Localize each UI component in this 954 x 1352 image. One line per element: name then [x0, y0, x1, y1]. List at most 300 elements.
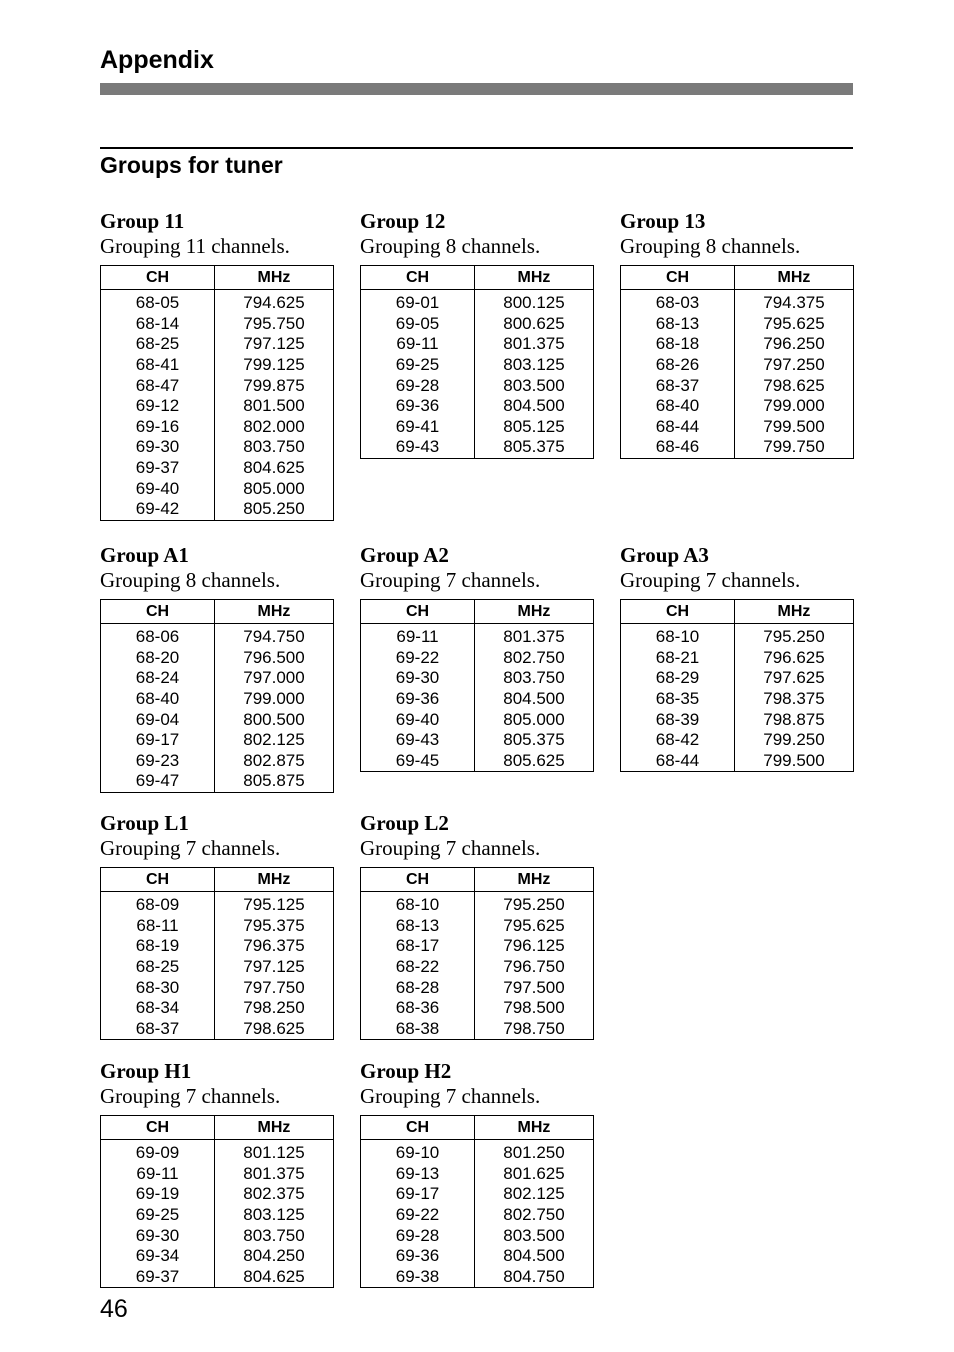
channel-cell: 68-25 — [101, 957, 215, 978]
table-row — [101, 1019, 334, 1040]
channel-cell: 69-36 — [361, 1246, 475, 1267]
channel-cell: 69-05 — [361, 314, 475, 335]
table-header-row — [621, 600, 854, 624]
table-row — [361, 730, 594, 751]
table-row — [621, 355, 854, 376]
table-row — [361, 624, 594, 648]
frequency-cell: 801.625 — [503, 1163, 565, 1183]
frequency-cell: 798.500 — [503, 998, 565, 1018]
frequency-cell: 794.625 — [243, 293, 305, 313]
column-header-ch: CH — [101, 600, 215, 624]
column-header-ch: CH — [101, 1116, 215, 1140]
channel-cell: 69-16 — [101, 417, 215, 438]
channel-cell: 68-20 — [101, 648, 215, 669]
channel-table — [360, 1115, 594, 1288]
column-header-mhz: MHz — [475, 266, 594, 290]
table-row — [361, 892, 594, 916]
channel-table — [620, 599, 854, 772]
group-title: Group 12 — [360, 209, 446, 233]
frequency-cell: 794.750 — [243, 627, 305, 647]
frequency-cell: 796.750 — [503, 957, 565, 977]
column-header-ch: CH — [361, 868, 475, 892]
group-title: Group A3 — [620, 543, 709, 567]
group-description: Grouping 7 channels. — [360, 568, 541, 592]
frequency-cell: 799.875 — [243, 375, 305, 395]
table-row — [621, 437, 854, 458]
frequency-cell: 801.375 — [503, 334, 565, 354]
table-row — [361, 1140, 594, 1164]
frequency-cell: 803.125 — [243, 1205, 305, 1225]
channel-cell: 69-40 — [361, 709, 475, 730]
channel-cell: 68-37 — [621, 375, 735, 396]
column-header-ch: CH — [361, 1116, 475, 1140]
frequency-cell: 802.375 — [243, 1184, 305, 1204]
frequency-cell: 804.500 — [503, 396, 565, 416]
table-row — [101, 709, 334, 730]
table-row — [621, 314, 854, 335]
group-13-block — [620, 209, 854, 459]
table-row — [361, 1184, 594, 1205]
frequency-cell: 805.000 — [243, 478, 305, 498]
group-description: Grouping 7 channels. — [100, 836, 281, 860]
channel-cell: 68-36 — [361, 998, 475, 1019]
frequency-cell: 799.750 — [763, 437, 825, 457]
column-header-mhz: MHz — [475, 600, 594, 624]
channel-table — [360, 599, 594, 772]
frequency-cell: 804.625 — [243, 458, 305, 478]
table-row — [101, 1184, 334, 1205]
frequency-cell: 797.625 — [763, 668, 825, 688]
group-a1-block — [100, 543, 334, 793]
group-title: Group L2 — [360, 811, 449, 835]
channel-cell: 68-10 — [621, 624, 735, 648]
table-row — [361, 957, 594, 978]
channel-cell: 69-25 — [361, 355, 475, 376]
channel-cell: 68-03 — [621, 290, 735, 314]
frequency-cell: 802.750 — [503, 647, 565, 667]
group-description: Grouping 8 channels. — [620, 234, 801, 258]
channel-cell: 69-11 — [101, 1164, 215, 1185]
frequency-cell: 795.250 — [763, 627, 825, 647]
group-l1-block — [100, 811, 334, 1040]
column-header-ch: CH — [361, 266, 475, 290]
table-row — [361, 396, 594, 417]
table-row — [621, 375, 854, 396]
frequency-cell: 796.250 — [763, 334, 825, 354]
frequency-cell: 805.000 — [503, 709, 565, 729]
channel-cell: 68-22 — [361, 957, 475, 978]
table-row — [621, 689, 854, 710]
channel-cell: 68-26 — [621, 355, 735, 376]
channel-cell: 68-13 — [361, 916, 475, 937]
table-row — [621, 290, 854, 314]
channel-cell: 69-37 — [101, 458, 215, 479]
frequency-cell: 799.000 — [243, 689, 305, 709]
group-description: Grouping 11 channels. — [100, 234, 290, 258]
frequency-cell: 796.375 — [243, 936, 305, 956]
frequency-cell: 802.125 — [243, 730, 305, 750]
table-row — [361, 998, 594, 1019]
channel-cell: 69-36 — [361, 689, 475, 710]
group-a3-block — [620, 543, 854, 772]
column-header-ch: CH — [101, 868, 215, 892]
table-header-row — [621, 266, 854, 290]
frequency-cell: 804.500 — [503, 1246, 565, 1266]
table-row — [621, 709, 854, 730]
table-row — [101, 1225, 334, 1246]
channel-table — [100, 265, 334, 521]
table-row — [101, 1164, 334, 1185]
frequency-cell: 797.000 — [243, 668, 305, 688]
channel-cell: 68-40 — [101, 689, 215, 710]
table-row — [101, 290, 334, 314]
table-header-row — [101, 868, 334, 892]
column-header-mhz: MHz — [215, 266, 334, 290]
frequency-cell: 805.875 — [243, 771, 305, 791]
group-description: Grouping 8 channels. — [360, 234, 541, 258]
table-header-row — [101, 266, 334, 290]
group-description: Grouping 7 channels. — [360, 836, 541, 860]
frequency-cell: 805.625 — [503, 750, 565, 770]
channel-cell: 69-28 — [361, 375, 475, 396]
channel-cell: 68-40 — [621, 396, 735, 417]
table-row — [361, 1267, 594, 1288]
channel-cell: 69-42 — [101, 499, 215, 520]
table-row — [101, 624, 334, 648]
channel-cell: 68-09 — [101, 892, 215, 916]
frequency-cell: 801.250 — [503, 1143, 565, 1163]
channel-cell: 69-40 — [101, 478, 215, 499]
frequency-cell: 797.750 — [243, 977, 305, 997]
group-title: Group H2 — [360, 1059, 452, 1083]
table-header-row — [361, 868, 594, 892]
table-row — [101, 1140, 334, 1164]
group-12-block — [360, 209, 594, 459]
frequency-cell: 805.250 — [243, 499, 305, 519]
frequency-cell: 802.750 — [503, 1205, 565, 1225]
column-header-ch: CH — [101, 266, 215, 290]
channel-cell: 69-23 — [101, 751, 215, 772]
table-row — [101, 771, 334, 792]
table-row — [361, 334, 594, 355]
frequency-cell: 803.750 — [243, 437, 305, 457]
frequency-cell: 795.750 — [243, 313, 305, 333]
table-row — [361, 1246, 594, 1267]
table-row — [101, 689, 334, 710]
channel-cell: 68-14 — [101, 314, 215, 335]
channel-cell: 69-11 — [361, 624, 475, 648]
frequency-cell: 796.125 — [503, 936, 565, 956]
table-row — [361, 648, 594, 669]
frequency-cell: 798.375 — [763, 689, 825, 709]
table-row — [101, 957, 334, 978]
frequency-cell: 797.500 — [503, 977, 565, 997]
subsection-title: Groups for tuner — [100, 152, 283, 178]
channel-cell: 69-04 — [101, 709, 215, 730]
table-header-row — [361, 600, 594, 624]
table-row — [101, 417, 334, 438]
channel-table — [620, 265, 854, 459]
channel-cell: 69-43 — [361, 437, 475, 458]
channel-table — [360, 265, 594, 459]
frequency-cell: 803.750 — [503, 668, 565, 688]
group-title: Group L1 — [100, 811, 189, 835]
channel-cell: 68-18 — [621, 334, 735, 355]
channel-cell: 68-19 — [101, 936, 215, 957]
frequency-cell: 801.375 — [243, 1163, 305, 1183]
table-header-row — [101, 600, 334, 624]
table-row — [621, 334, 854, 355]
frequency-cell: 799.500 — [763, 416, 825, 436]
frequency-cell: 797.250 — [763, 355, 825, 375]
channel-table — [100, 599, 334, 793]
channel-cell: 69-19 — [101, 1184, 215, 1205]
table-row — [621, 648, 854, 669]
channel-cell: 69-01 — [361, 290, 475, 314]
frequency-cell: 800.125 — [503, 293, 565, 313]
subsection-rule — [100, 147, 853, 149]
table-row — [361, 1164, 594, 1185]
table-row — [361, 314, 594, 335]
table-row — [361, 417, 594, 438]
table-row — [101, 437, 334, 458]
group-l2-block — [360, 811, 594, 1040]
frequency-cell: 804.750 — [503, 1266, 565, 1286]
page-number: 46 — [100, 1295, 128, 1323]
group-description: Grouping 7 channels. — [360, 1084, 541, 1108]
channel-cell: 68-29 — [621, 668, 735, 689]
channel-cell: 68-24 — [101, 668, 215, 689]
table-row — [101, 998, 334, 1019]
channel-cell: 68-06 — [101, 624, 215, 648]
table-row — [361, 689, 594, 710]
group-title: Group A1 — [100, 543, 189, 567]
channel-cell: 69-25 — [101, 1205, 215, 1226]
table-header-row — [361, 1116, 594, 1140]
group-title: Group 13 — [620, 209, 706, 233]
table-row — [361, 916, 594, 937]
group-title: Group 11 — [100, 209, 185, 233]
channel-cell: 69-30 — [361, 668, 475, 689]
group-description: Grouping 7 channels. — [100, 1084, 281, 1108]
table-row — [621, 624, 854, 648]
channel-cell: 68-11 — [101, 916, 215, 937]
channel-cell: 69-11 — [361, 334, 475, 355]
frequency-cell: 798.250 — [243, 998, 305, 1018]
table-row — [361, 936, 594, 957]
table-row — [361, 977, 594, 998]
frequency-cell: 799.250 — [763, 730, 825, 750]
column-header-ch: CH — [621, 266, 735, 290]
table-row — [101, 668, 334, 689]
frequency-cell: 803.750 — [243, 1225, 305, 1245]
channel-cell: 69-22 — [361, 648, 475, 669]
table-row — [101, 648, 334, 669]
table-row — [101, 936, 334, 957]
frequency-cell: 802.875 — [243, 750, 305, 770]
column-header-ch: CH — [621, 600, 735, 624]
channel-cell: 68-30 — [101, 977, 215, 998]
frequency-cell: 797.125 — [243, 957, 305, 977]
table-row — [361, 437, 594, 458]
frequency-cell: 798.625 — [243, 1018, 305, 1038]
table-row — [361, 1019, 594, 1040]
channel-cell: 69-09 — [101, 1140, 215, 1164]
frequency-cell: 799.000 — [763, 396, 825, 416]
channel-cell: 68-35 — [621, 689, 735, 710]
channel-cell: 68-34 — [101, 998, 215, 1019]
table-row — [621, 396, 854, 417]
table-row — [101, 375, 334, 396]
frequency-cell: 804.625 — [243, 1266, 305, 1286]
channel-cell: 68-39 — [621, 709, 735, 730]
table-row — [101, 355, 334, 376]
frequency-cell: 801.375 — [503, 627, 565, 647]
table-row — [361, 290, 594, 314]
table-row — [101, 334, 334, 355]
table-row — [101, 1205, 334, 1226]
table-row — [361, 668, 594, 689]
table-row — [101, 977, 334, 998]
group-h1-block — [100, 1059, 334, 1288]
frequency-cell: 803.500 — [503, 375, 565, 395]
channel-cell: 69-28 — [361, 1225, 475, 1246]
frequency-cell: 805.375 — [503, 437, 565, 457]
column-header-mhz: MHz — [735, 600, 854, 624]
frequency-cell: 796.625 — [763, 647, 825, 667]
table-row — [101, 730, 334, 751]
channel-cell: 69-34 — [101, 1246, 215, 1267]
table-row — [361, 709, 594, 730]
frequency-cell: 802.000 — [243, 416, 305, 436]
channel-cell: 69-10 — [361, 1140, 475, 1164]
column-header-mhz: MHz — [735, 266, 854, 290]
frequency-cell: 795.250 — [503, 895, 565, 915]
table-row — [101, 499, 334, 520]
table-row — [621, 417, 854, 438]
channel-cell: 69-30 — [101, 437, 215, 458]
channel-cell: 69-37 — [101, 1267, 215, 1288]
frequency-cell: 800.500 — [243, 709, 305, 729]
group-a2-block — [360, 543, 594, 772]
frequency-cell: 803.500 — [503, 1225, 565, 1245]
group-11-block — [100, 209, 334, 521]
group-description: Grouping 8 channels. — [100, 568, 281, 592]
channel-cell: 69-38 — [361, 1267, 475, 1288]
frequency-cell: 795.125 — [243, 895, 305, 915]
section-title: Appendix — [100, 46, 214, 74]
channel-cell: 69-41 — [361, 417, 475, 438]
section-bar — [100, 83, 853, 95]
table-row — [361, 1225, 594, 1246]
frequency-cell: 799.500 — [763, 750, 825, 770]
frequency-cell: 800.625 — [503, 313, 565, 333]
channel-cell: 68-21 — [621, 648, 735, 669]
channel-cell: 69-47 — [101, 771, 215, 792]
channel-table — [100, 1115, 334, 1288]
channel-cell: 69-13 — [361, 1164, 475, 1185]
channel-cell: 68-44 — [621, 751, 735, 772]
channel-cell: 68-25 — [101, 334, 215, 355]
channel-cell: 69-22 — [361, 1205, 475, 1226]
channel-cell: 68-37 — [101, 1019, 215, 1040]
channel-cell: 68-38 — [361, 1019, 475, 1040]
table-row — [621, 668, 854, 689]
column-header-mhz: MHz — [215, 600, 334, 624]
frequency-cell: 803.125 — [503, 355, 565, 375]
frequency-cell: 802.125 — [503, 1184, 565, 1204]
table-header-row — [101, 1116, 334, 1140]
table-row — [101, 751, 334, 772]
channel-cell: 68-28 — [361, 977, 475, 998]
frequency-cell: 798.875 — [763, 709, 825, 729]
frequency-cell: 801.500 — [243, 396, 305, 416]
channel-cell: 69-43 — [361, 730, 475, 751]
channel-cell: 68-17 — [361, 936, 475, 957]
table-header-row — [361, 266, 594, 290]
channel-cell: 68-41 — [101, 355, 215, 376]
channel-cell: 68-46 — [621, 437, 735, 458]
channel-cell: 69-45 — [361, 751, 475, 772]
frequency-cell: 805.125 — [503, 416, 565, 436]
frequency-cell: 795.625 — [763, 313, 825, 333]
group-title: Group H1 — [100, 1059, 192, 1083]
column-header-mhz: MHz — [215, 1116, 334, 1140]
frequency-cell: 795.625 — [503, 915, 565, 935]
channel-table — [100, 867, 334, 1040]
channel-cell: 69-12 — [101, 396, 215, 417]
frequency-cell: 804.250 — [243, 1246, 305, 1266]
column-header-mhz: MHz — [475, 868, 594, 892]
table-row — [361, 1205, 594, 1226]
group-h2-block — [360, 1059, 594, 1288]
table-row — [361, 375, 594, 396]
table-row — [101, 1246, 334, 1267]
channel-cell: 69-30 — [101, 1225, 215, 1246]
table-row — [101, 892, 334, 916]
channel-cell: 69-17 — [101, 730, 215, 751]
column-header-ch: CH — [361, 600, 475, 624]
table-row — [101, 314, 334, 335]
channel-cell: 69-17 — [361, 1184, 475, 1205]
group-title: Group A2 — [360, 543, 449, 567]
frequency-cell: 805.375 — [503, 730, 565, 750]
table-row — [101, 458, 334, 479]
table-row — [101, 478, 334, 499]
frequency-cell: 804.500 — [503, 689, 565, 709]
frequency-cell: 798.750 — [503, 1018, 565, 1038]
frequency-cell: 799.125 — [243, 355, 305, 375]
table-row — [101, 916, 334, 937]
channel-cell: 68-42 — [621, 730, 735, 751]
channel-cell: 68-47 — [101, 375, 215, 396]
frequency-cell: 798.625 — [763, 375, 825, 395]
table-row — [101, 1267, 334, 1288]
frequency-cell: 801.125 — [243, 1143, 305, 1163]
frequency-cell: 796.500 — [243, 647, 305, 667]
frequency-cell: 795.375 — [243, 915, 305, 935]
column-header-mhz: MHz — [215, 868, 334, 892]
column-header-mhz: MHz — [475, 1116, 594, 1140]
channel-cell: 68-44 — [621, 417, 735, 438]
channel-cell: 68-05 — [101, 290, 215, 314]
channel-table — [360, 867, 594, 1040]
table-row — [621, 751, 854, 772]
group-description: Grouping 7 channels. — [620, 568, 801, 592]
frequency-cell: 797.125 — [243, 334, 305, 354]
table-row — [361, 751, 594, 772]
channel-cell: 69-36 — [361, 396, 475, 417]
